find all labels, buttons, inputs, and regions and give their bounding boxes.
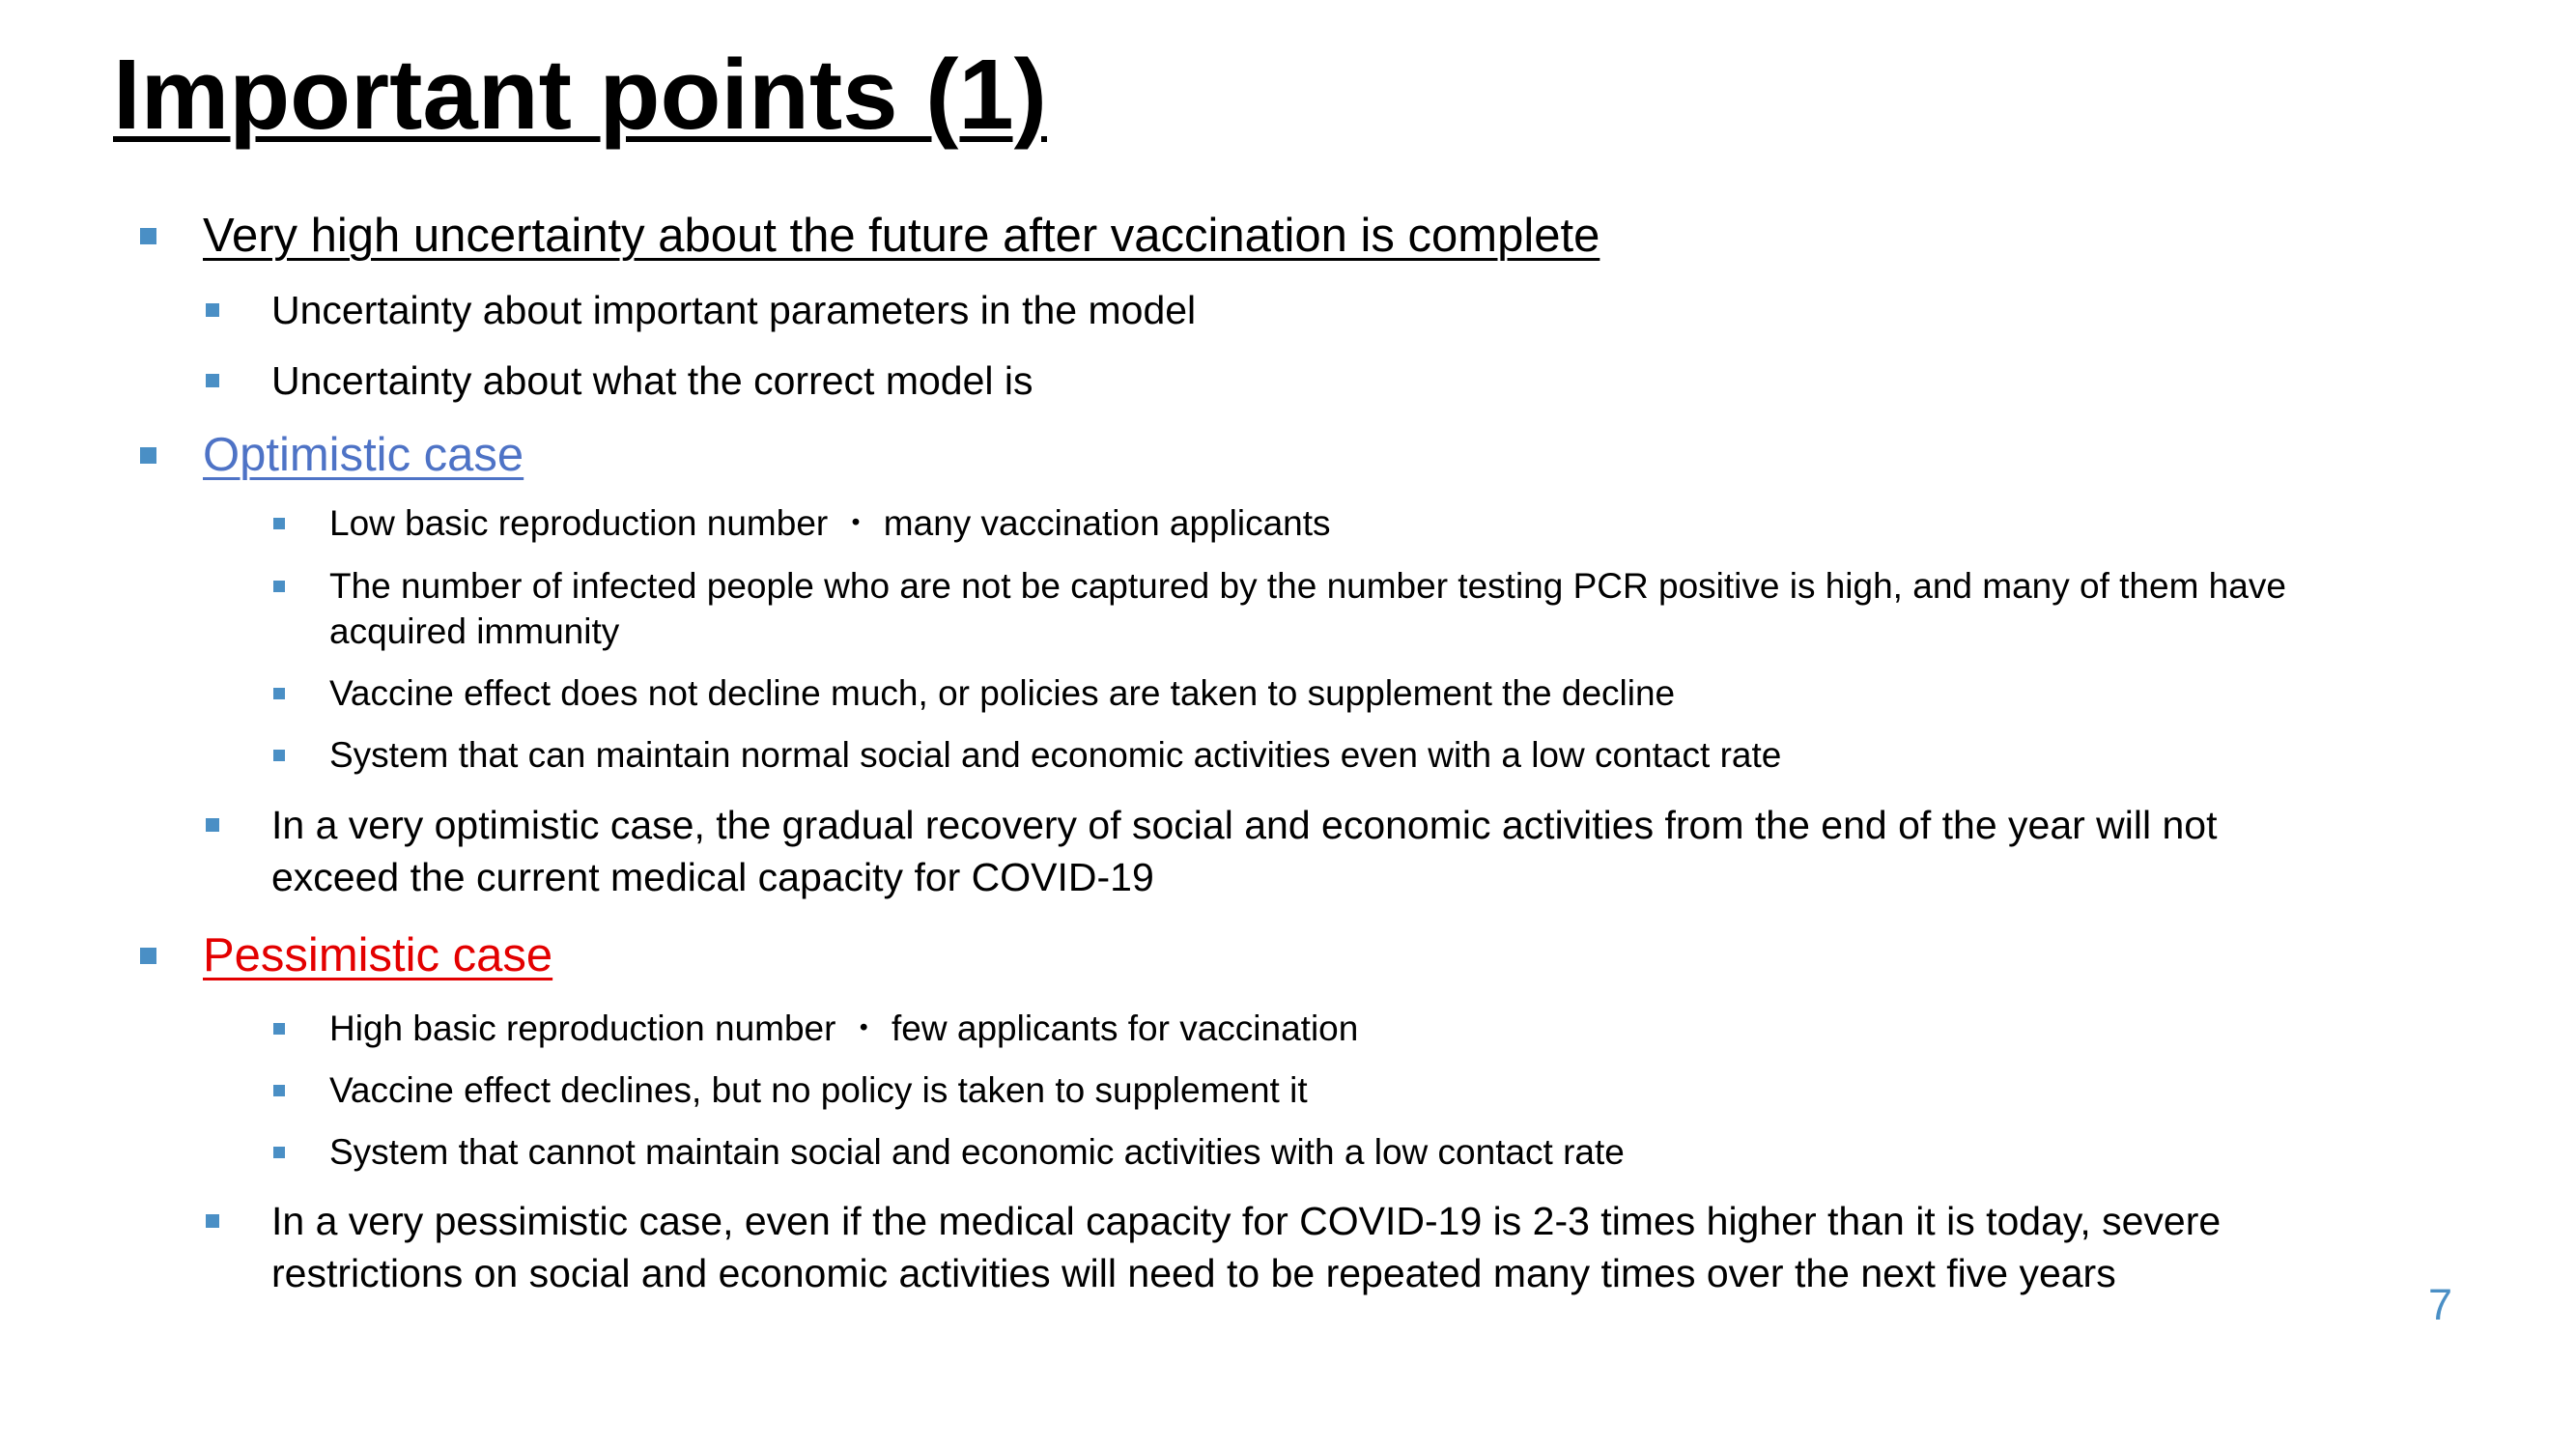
bullet-text: Very high uncertainty about the future after vaccination is complete <box>203 210 1600 262</box>
bullet-text: Optimistic case <box>203 429 524 481</box>
bullet-text: In a very pessimistic case, even if the medical capacity for COVID-19 is 2-3 times higher than it is today, severe <box>271 1199 2222 1243</box>
bullet-text: System that can maintain normal social and economic activities even with a low contact rate <box>329 735 1782 775</box>
bullet-text: System that cannot maintain social and economic activities with a low contact rate <box>329 1132 1625 1172</box>
page-number: 7 <box>2427 1280 2452 1329</box>
square-bullet-icon <box>206 303 219 317</box>
bullet-text: High basic reproduction number ・ few applicants for vaccination <box>329 1009 1359 1048</box>
square-bullet-icon <box>206 818 219 832</box>
bullet-text: Vaccine effect declines, but no policy is taken to supplement it <box>329 1070 1308 1110</box>
bullet-text: Uncertainty about what the correct model is <box>271 358 1033 403</box>
bullet-text: In a very optimistic case, the gradual recovery of social and economic activities from the end of the year will not <box>271 803 2218 847</box>
square-bullet-icon <box>140 228 156 244</box>
square-bullet-icon <box>206 1214 219 1228</box>
square-bullet-icon <box>140 948 156 964</box>
square-bullet-icon <box>273 750 285 761</box>
square-bullet-icon <box>273 581 285 592</box>
bullet-text: Uncertainty about important parameters in the model <box>271 288 1197 332</box>
square-bullet-icon <box>273 1147 285 1158</box>
square-bullet-icon <box>273 1023 285 1035</box>
square-bullet-icon <box>206 374 219 387</box>
bullet-text: Low basic reproduction number ・ many vaccination applicants <box>329 503 1331 543</box>
bullet-text: Vaccine effect does not decline much, or policies are taken to supplement the decline <box>329 673 1676 713</box>
bullet-text: The number of infected people who are not be captured by the number testing PCR positive is high, and many of them have <box>329 566 2286 606</box>
square-bullet-icon <box>273 1085 285 1096</box>
bullet-text: Pessimistic case <box>203 929 553 981</box>
bullet-text-continued: restrictions on social and economic activities will need to be repeated many times over the next five years <box>271 1251 2116 1295</box>
square-bullet-icon <box>273 688 285 699</box>
bullet-text-continued: acquired immunity <box>329 611 620 651</box>
square-bullet-icon <box>273 518 285 529</box>
square-bullet-icon <box>140 447 156 464</box>
slide-title: Important points (1) <box>113 39 1047 150</box>
bullet-text-continued: exceed the current medical capacity for COVID-19 <box>271 855 1154 899</box>
